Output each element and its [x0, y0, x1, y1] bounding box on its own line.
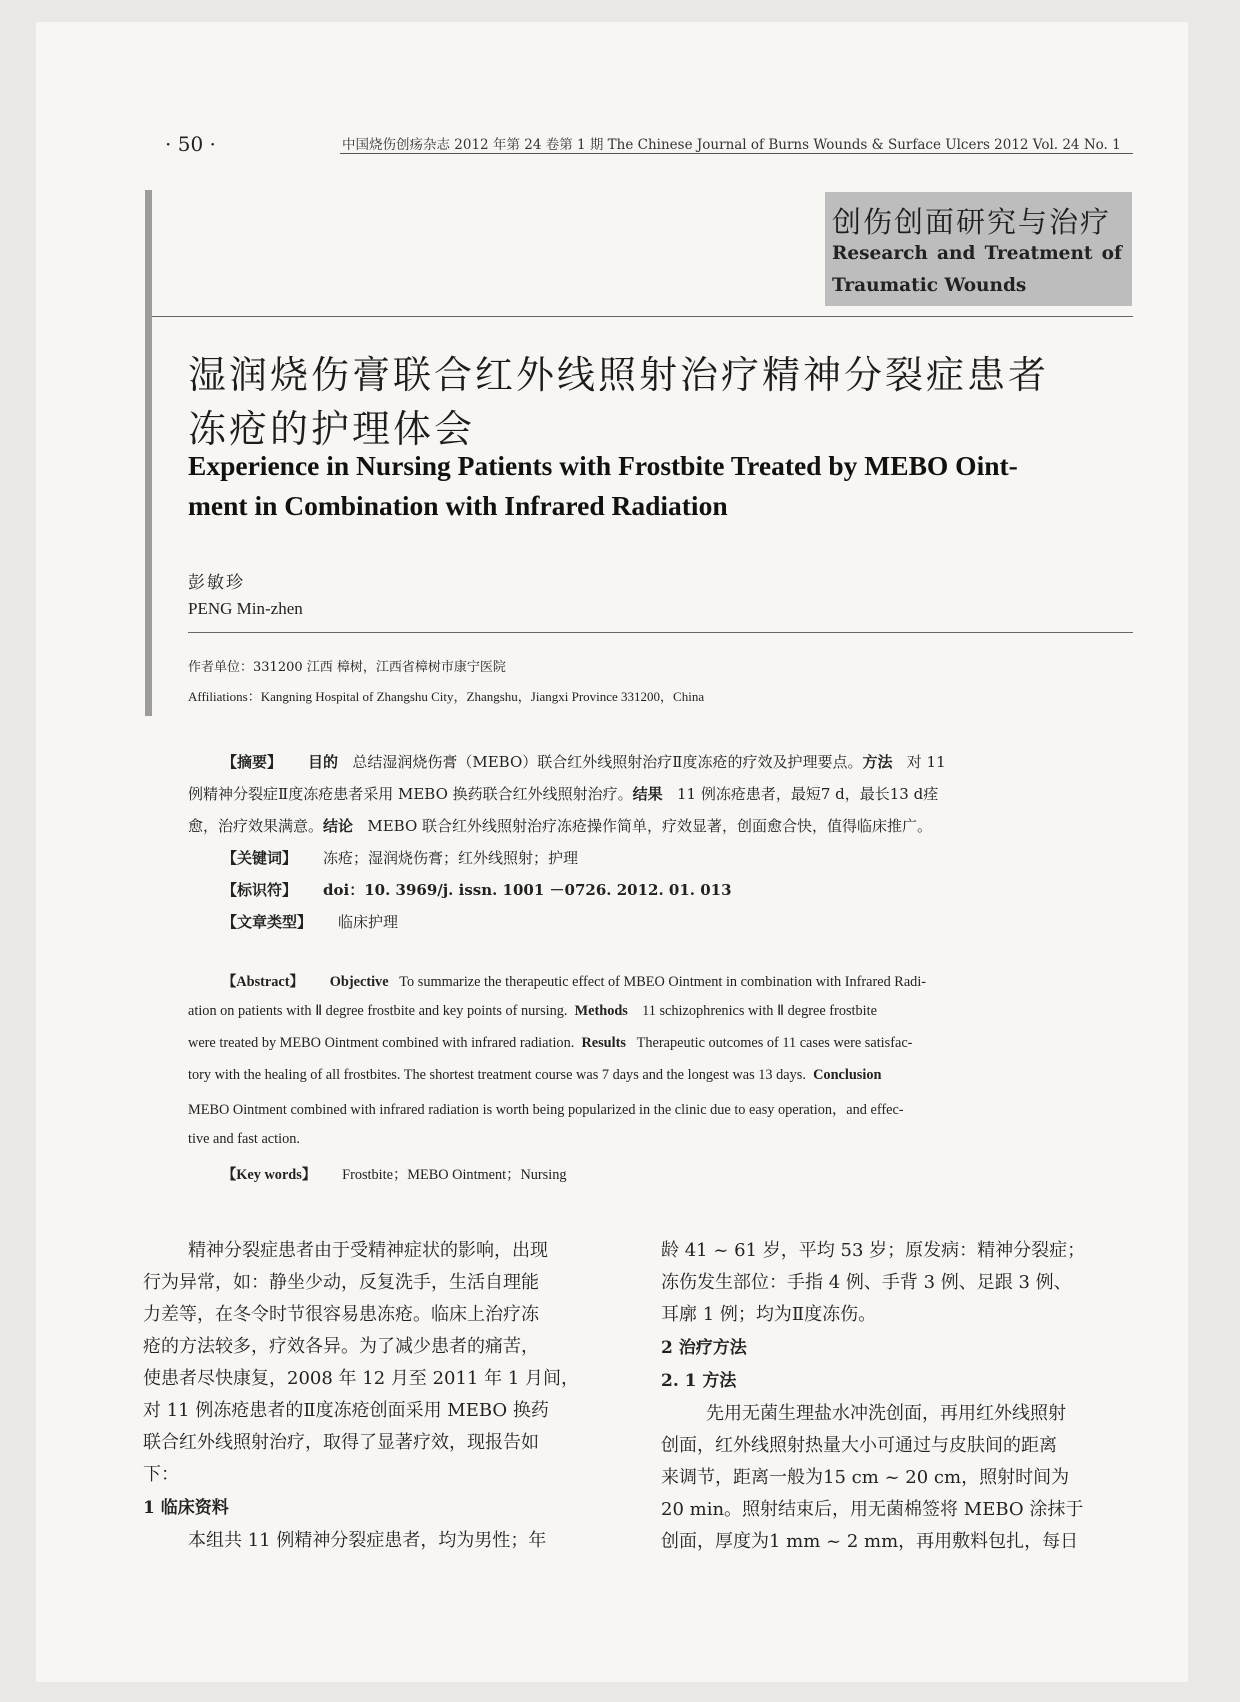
abstract-en-line: MEBO Ointment combined with infrared radiation is worth being popularized in the clinic due to easy operation，and effec- [188, 1102, 904, 1118]
abstract-en-line [188, 1067, 1088, 1084]
affiliation-en: Affiliations：Kangning Hospital of Zhangshu City，Zhangshu，Jiangxi Province 331200，China [188, 689, 705, 704]
identifier [222, 879, 732, 900]
running-header: 中国烧伤创疡杂志 2012 年第 24 卷第 1 期 The Chinese Journal of Burns Wounds & Surface Ulcers 2012 Vol. 24 No. 1 [342, 137, 1121, 153]
conclusion-text: MEBO 联合红外线照射治疗冻疮操作简单，疗效显著，创面愈合快，值得临床推广。 [367, 817, 933, 835]
abstract-cn-line [222, 751, 946, 772]
abstract-tag: 【摘要】 [222, 753, 283, 771]
doi-text: doi：10. 3969/j. issn. 1001 －0726. 2012. 01. 013 [323, 881, 732, 899]
body-paragraph-line: 耳廓 1 例；均为Ⅱ度冻伤。 [661, 1304, 877, 1325]
section-word: Research [832, 243, 928, 264]
body-paragraph-line: 来调节，距离一般为15 cm ~ 20 cm，照射时间为 [661, 1467, 1070, 1488]
section-title-cn: 创伤创面研究与治疗 [832, 205, 1112, 239]
abstract-en-text: To summarize the therapeutic effect of MBEO Ointment in combination with Infrared Radi- [399, 974, 927, 990]
keywords-tag: 【关键词】 [222, 849, 298, 867]
conclusion-label: 结论 [323, 817, 354, 835]
keywords-text: 冻疮；湿润烧伤膏；红外线照射；护理 [323, 849, 579, 867]
abstract-cn-line [188, 783, 938, 804]
section-title-en-line-1 [832, 243, 1122, 264]
methods-text: 对 11 [906, 753, 946, 771]
body-paragraph-line: 精神分裂症患者由于受精神症状的影响，出现 [188, 1240, 548, 1261]
keywords-en [222, 1164, 567, 1184]
abstract-en-text: were treated by MEBO Ointment combined with infrared radiation. [188, 1035, 575, 1051]
author-name-en: PENG Min-zhen [188, 599, 303, 618]
identifier-tag: 【标识符】 [222, 881, 298, 899]
body-paragraph-line: 先用无菌生理盐水冲洗创面，再用红外线照射 [706, 1403, 1066, 1424]
abstract-en-tag: 【Abstract】 [222, 974, 304, 990]
abstract-en-line [188, 1035, 1088, 1052]
body-paragraph-line: 20 min。照射结束后，用无菌棉签将 MEBO 涂抹于 [661, 1499, 1084, 1520]
subsection-heading: 2. 1 方法 [661, 1371, 737, 1391]
conclusion-label-en: Conclusion [813, 1067, 882, 1083]
abstract-en-text: 11 schizophrenics with Ⅱ degree frostbite [642, 1003, 877, 1019]
results-label: 结果 [632, 785, 663, 803]
body-paragraph-line: 力差等，在冬令时节很容易患冻疮。临床上治疗冻 [143, 1304, 539, 1325]
header-rule [340, 153, 1133, 154]
body-paragraph-line: 创面，厚度为1 mm ~ 2 mm，再用敷料包扎，每日 [661, 1531, 1079, 1552]
page-number: · 50 · [165, 132, 216, 156]
abstract-en-text: ation on patients with Ⅱ degree frostbite and key points of nursing. [188, 1003, 568, 1019]
objective-text: 总结湿润烧伤膏（MEBO）联合红外线照射治疗Ⅱ度冻疮的疗效及护理要点。 [352, 753, 863, 771]
section-heading: 2 治疗方法 [661, 1338, 747, 1358]
abstract-en-text: Therapeutic outcomes of 11 cases were satisfac- [636, 1035, 913, 1051]
body-paragraph-line: 使患者尽快康复，2008 年 12 月至 2011 年 1 月间， [143, 1368, 580, 1389]
keywords-cn [222, 847, 578, 868]
article-title-en: ment in Combination with Infrared Radiation [188, 490, 728, 521]
objective-label: 目的 [308, 753, 339, 771]
body-paragraph-line: 对 11 例冻疮患者的Ⅱ度冻疮创面采用 MEBO 换药 [143, 1400, 549, 1421]
article-title-cn: 湿润烧伤膏联合红外线照射治疗精神分裂症患者 [188, 353, 1050, 397]
article-title-cn: 冻疮的护理体会 [188, 407, 476, 451]
abstract-cn-line [188, 815, 932, 836]
affiliation-cn: 作者单位：331200 江西 樟树，江西省樟树市康宁医院 [188, 660, 506, 675]
section-word: Treatment [984, 243, 1093, 264]
methods-text: 例精神分裂症Ⅱ度冻疮患者采用 MEBO 换药联合红外线照射治疗。 [188, 785, 633, 803]
section-title-en-line-2: Traumatic Wounds [832, 275, 1027, 296]
article-type-text: 临床护理 [338, 913, 399, 931]
article-title-en: Experience in Nursing Patients with Frostbite Treated by MEBO Oint- [188, 450, 1018, 481]
results-label-en: Results [581, 1035, 626, 1051]
body-paragraph-line: 本组共 11 例精神分裂症患者，均为男性；年 [188, 1530, 547, 1551]
keywords-en-text: Frostbite；MEBO Ointment；Nursing [342, 1167, 567, 1183]
abstract-en-line: tive and fast action. [188, 1131, 300, 1147]
abstract-en-line [188, 1003, 1088, 1020]
title-divider [152, 316, 1133, 317]
body-paragraph-line: 龄 41 ~ 61 岁，平均 53 岁；原发病：精神分裂症； [661, 1240, 1086, 1261]
keywords-en-tag: 【Key words】 [222, 1167, 317, 1183]
section-word: and [937, 243, 976, 264]
body-paragraph-line: 下： [143, 1464, 179, 1485]
body-paragraph-line: 联合红外线照射治疗，取得了显著疗效，现报告如 [143, 1432, 539, 1453]
body-paragraph-line: 疮的方法较多，疗效各异。为了减少患者的痛苦， [143, 1336, 539, 1357]
section-word: of [1101, 243, 1122, 264]
author-divider [188, 632, 1133, 633]
results-text: 11 例冻疮患者，最短7 d，最长13 d痊 [676, 785, 939, 803]
methods-label: 方法 [862, 753, 893, 771]
left-accent-bar [145, 190, 152, 716]
abstract-en-line [222, 971, 1088, 991]
section-heading: 1 临床资料 [143, 1498, 229, 1518]
objective-label-en: Objective [329, 974, 389, 990]
article-type [222, 911, 398, 932]
results-text: 愈，治疗效果满意。 [188, 817, 324, 835]
abstract-en-text: tory with the healing of all frostbites. The shortest treatment course was 7 days and the longest was 13 days. [188, 1067, 806, 1083]
body-paragraph-line: 创面，红外线照射热量大小可通过与皮肤间的距离 [661, 1435, 1057, 1456]
article-type-tag: 【文章类型】 [222, 913, 313, 931]
methods-label-en: Methods [574, 1003, 628, 1019]
author-name-cn: 彭敏珍 [188, 573, 245, 593]
body-paragraph-line: 行为异常，如：静坐少动，反复洗手，生活自理能 [143, 1272, 539, 1293]
body-paragraph-line: 冻伤发生部位：手指 4 例、手背 3 例、足跟 3 例、 [661, 1272, 1072, 1293]
